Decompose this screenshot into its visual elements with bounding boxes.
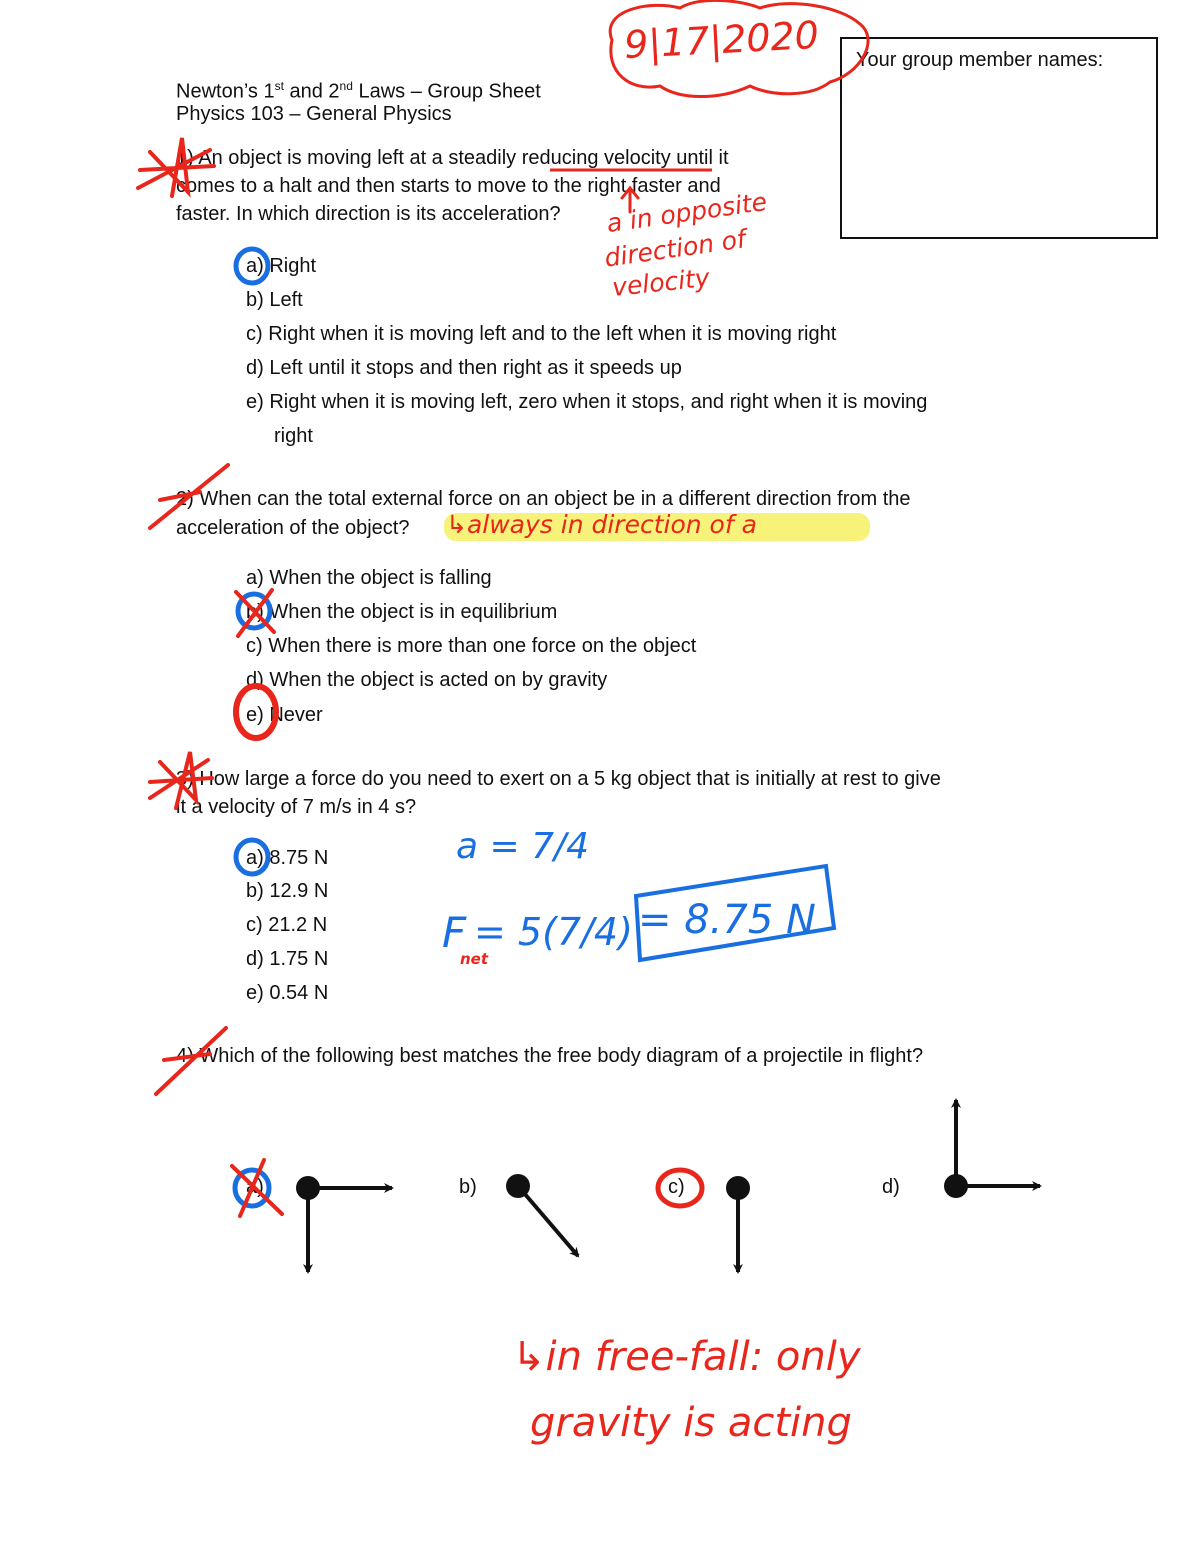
q2-check-mark <box>150 465 228 528</box>
q3-option-a[interactable]: a) 8.75 N <box>246 847 329 869</box>
q3-work-equation: = 5(7/4) <box>474 910 633 954</box>
date-cloud <box>610 0 868 96</box>
q1-star-mark <box>138 138 214 196</box>
q4-a-point <box>296 1176 320 1200</box>
q1-option-c[interactable]: c) Right when it is moving left and to the left when it is moving right <box>246 323 837 345</box>
q4-stem: 4) Which of the following best matches the free body diagram of a projectile in flight? <box>176 1045 924 1067</box>
q2-note: ↳always in direction of a <box>446 510 757 539</box>
q2-option-e[interactable]: e) Never <box>246 704 323 726</box>
q1-option-a[interactable]: a) Right <box>246 255 317 277</box>
q2-option-a[interactable]: a) When the object is falling <box>246 567 492 589</box>
q1-option-e[interactable]: e) Right when it is moving left, zero when it stops, and right when it is moving <box>246 391 928 413</box>
q3-result-box <box>636 866 834 960</box>
q1-note-line1: a in opposite <box>604 186 769 239</box>
q4-note-line1: ↳in free-fall: only <box>512 1334 861 1380</box>
q3-option-e[interactable]: e) 0.54 N <box>246 982 329 1004</box>
q4-b-arrow-diag <box>518 1186 578 1256</box>
group-names-label: Your group member names: <box>856 49 1104 71</box>
q1-option-d[interactable]: d) Left until it stops and then right as it speeds up <box>246 357 682 379</box>
q3-stem-line2: it a velocity of 7 m/s in 4 s? <box>176 796 417 818</box>
q4-check-mark <box>156 1028 226 1094</box>
q1-option-b[interactable]: b) Left <box>246 289 303 311</box>
q2-option-c[interactable]: c) When there is more than one force on the object <box>246 635 697 657</box>
q1-stem-line2: comes to a halt and then starts to move to the right faster and <box>176 175 721 197</box>
q3-option-d[interactable]: d) 1.75 N <box>246 948 329 970</box>
q4-d-point <box>944 1174 968 1198</box>
q3-work-net-subscript: net <box>460 950 489 968</box>
q1-note-line2: direction of <box>602 224 748 273</box>
q1-note-arrow <box>622 188 638 212</box>
q2-stem-line1: 2) When can the total external force on an object be in a different direction from the <box>176 488 911 510</box>
date-annotation: 9|17|2020 <box>622 12 820 68</box>
course-name: Physics 103 – General Physics <box>176 103 452 125</box>
q1-note-line3: velocity <box>610 262 711 303</box>
q1-stem-line3: faster. In which direction is its acceleration? <box>176 203 561 225</box>
q1-answer-circle <box>236 249 268 283</box>
q4-option-b-label[interactable]: b) <box>459 1176 477 1198</box>
q2-option-d[interactable]: d) When the object is acted on by gravity <box>246 669 608 691</box>
q2-stem-line2: acceleration of the object? <box>176 517 410 539</box>
q3-stem-line1: 3) How large a force do you need to exert on a 5 kg object that is initially at rest to give <box>176 768 941 790</box>
q3-answer-circle <box>236 840 268 874</box>
q1-stem-line1: 1) An object is moving left at a steadily reducing velocity until it <box>176 147 729 169</box>
q4-b-point <box>506 1174 530 1198</box>
q3-work-result: = 8.75 N <box>638 897 816 943</box>
q4-c-answer-circle <box>658 1170 702 1206</box>
q3-work-accel: a = 7/4 <box>456 826 590 867</box>
q2-option-b[interactable]: b) When the object is in equilibrium <box>246 601 558 623</box>
q4-option-c-label[interactable]: c) <box>668 1176 685 1198</box>
q3-work-force: F <box>442 908 467 957</box>
q2-answer-circle <box>236 686 276 738</box>
q3-option-b[interactable]: b) 12.9 N <box>246 880 329 902</box>
q4-option-d-label[interactable]: d) <box>882 1176 900 1198</box>
q3-option-c[interactable]: c) 21.2 N <box>246 914 328 936</box>
q3-star-mark <box>150 752 212 808</box>
q1-option-e-cont: right <box>274 425 313 447</box>
sheet-title: Newton’s 1st and 2nd Laws – Group Sheet <box>176 79 541 103</box>
q4-option-a-label[interactable]: a) <box>246 1176 264 1198</box>
q4-note-line2: gravity is acting <box>530 1400 852 1446</box>
q4-c-point <box>726 1176 750 1200</box>
